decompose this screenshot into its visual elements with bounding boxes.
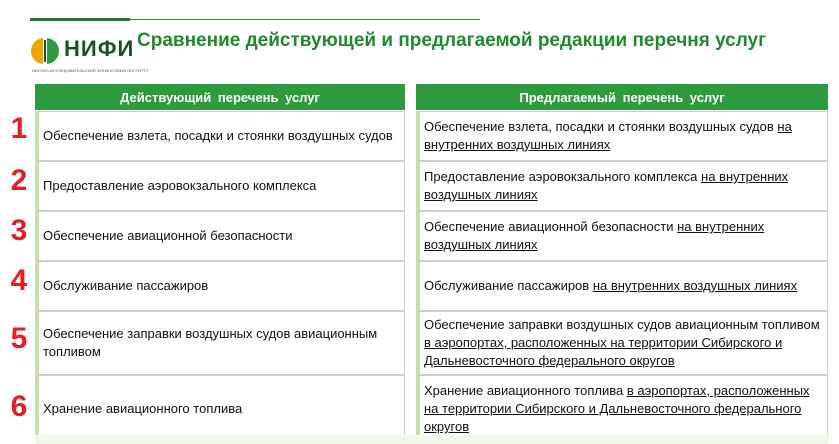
header-accent-bar [30,18,130,21]
current-item-text: Обеспечение заправки воздушных судов авиационным топливом [43,326,378,359]
current-item [35,261,405,311]
current-item-text: Хранение авиационного топлива [43,401,243,416]
current-item-text: Обслуживание пассажиров [43,278,209,293]
proposed-item-base: Обеспечение заправки воздушных судов авиационным топливом [424,317,820,332]
proposed-item [416,111,828,161]
proposed-item-addition: на внутренних воздушных линиях [424,219,765,252]
proposed-item [416,161,828,211]
current-item [35,375,405,443]
proposed-item [416,261,828,311]
nifi-logo-icon [30,36,60,66]
current-item-text: Предоставление аэровокзального комплекса [43,178,317,193]
proposed-item [416,311,828,375]
proposed-item-base: Обеспечение авиационной безопасности [424,219,674,234]
proposed-item-addition: на внутренних воздушных линиях [424,169,789,202]
proposed-item-addition: на внутренних воздушных линиях [424,119,792,152]
current-item [35,211,405,261]
header-rule [130,19,480,20]
proposed-item-addition: в аэропортах, расположенных на территории Сибирского и Дальневосточного федерального округов [424,383,810,434]
row-number: 4 [10,264,28,297]
row-number: 6 [10,390,28,423]
proposed-item-base: Хранение авиационного топлива [424,383,624,398]
current-list-column [35,84,405,416]
current-item [35,161,405,211]
current-item-text: Обеспечение взлета, посадки и стоянки воздушных судов [43,128,393,143]
current-item-text: Обеспечение авиационной безопасности [43,228,293,243]
brand-name: НИФИ [64,36,135,61]
row-number: 5 [10,322,28,355]
current-item [35,311,405,375]
current-list-header: Действующий перечень услуг [35,84,405,110]
row-number: 1 [10,112,28,145]
proposed-item-addition: на внутренних воздушных линиях [592,278,798,293]
logo [30,30,149,80]
proposed-item-base: Обслуживание пассажиров [424,278,590,293]
bottom-shade [35,435,829,444]
proposed-item-addition: в аэропортах, расположенных на территории Сибирского и Дальневосточного федерального округов [424,335,783,368]
proposed-list-header: Предлагаемый перечень услуг [416,84,828,110]
row-number: 3 [10,214,28,247]
current-item [35,111,405,161]
proposed-item [416,211,828,261]
proposed-item [416,375,828,443]
proposed-item-base: Предоставление аэровокзального комплекса [424,169,698,184]
row-number: 2 [10,164,28,197]
proposed-item-base: Обеспечение взлета, посадки и стоянки воздушных судов [424,119,774,134]
brand-subtitle: НАУЧНО-ИССЛЕДОВАТЕЛЬСКИЙ ФИНАНСОВЫЙ ИНСТИТУТ [32,68,149,73]
proposed-list-column [416,84,828,434]
page-title: Сравнение действующей и предлагаемой редакции перечня услуг [137,30,767,51]
